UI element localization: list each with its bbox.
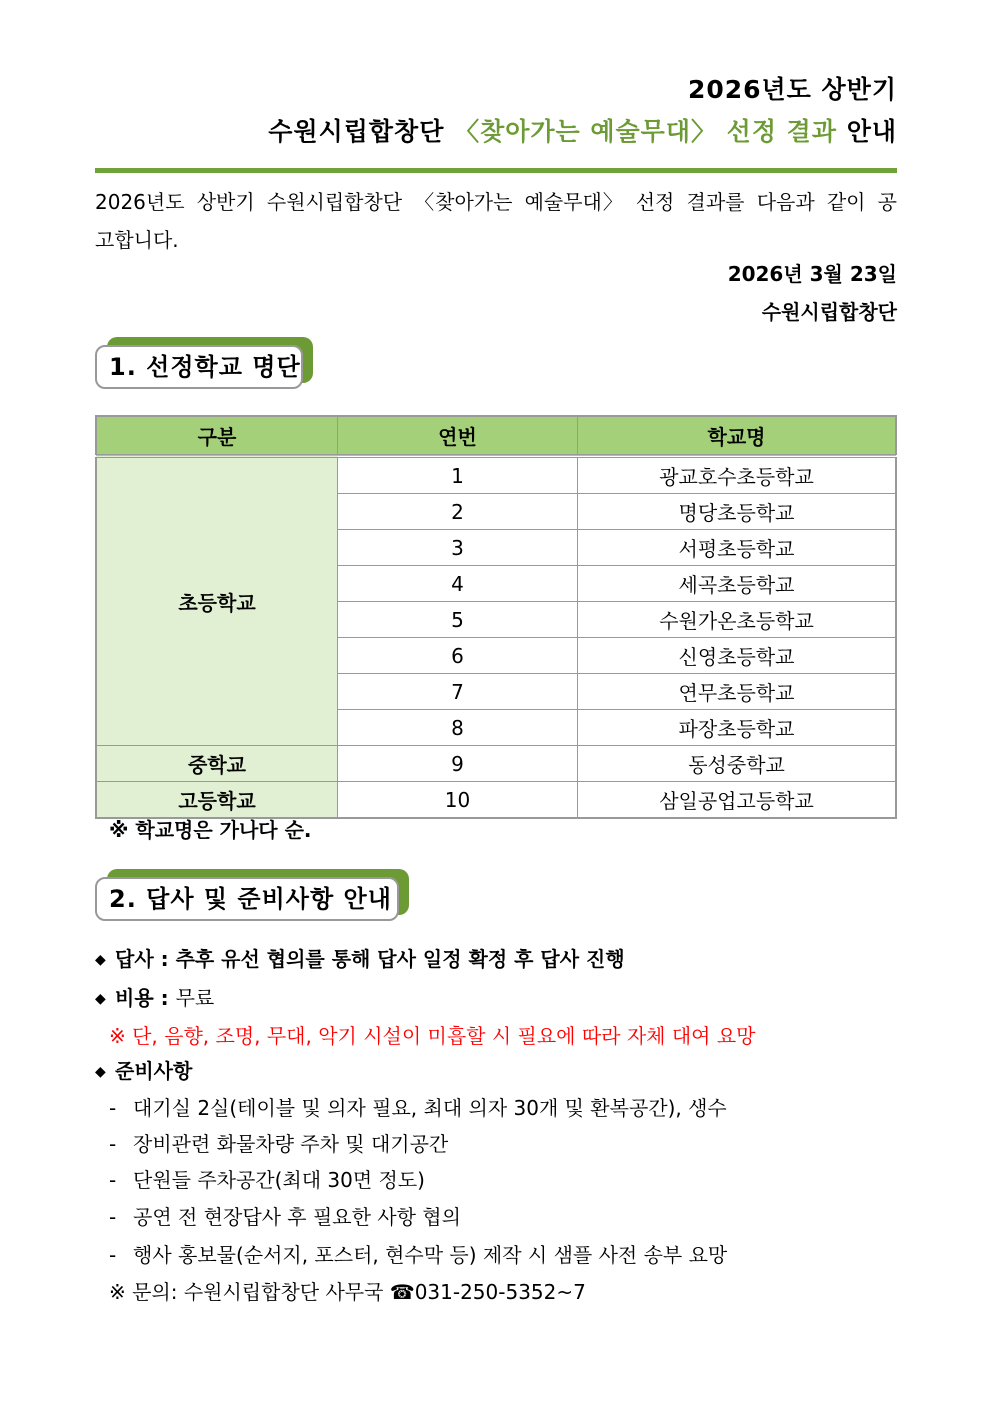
school-name: 신영초등학교 <box>578 638 897 674</box>
title-prefix: 수원시립합창단 <box>268 117 455 146</box>
school-name: 수원가온초등학교 <box>578 602 897 638</box>
bullet-preparation <box>95 1055 192 1084</box>
announcement-date: 2026년 3월 23일 <box>727 262 897 286</box>
contact-info <box>109 1276 586 1305</box>
selected-schools-table <box>95 415 897 819</box>
row-number: 10 <box>338 782 578 819</box>
school-name: 광교호수초등학교 <box>578 456 897 494</box>
school-name: 파장초등학교 <box>578 710 897 746</box>
bullet-cost <box>95 982 214 1011</box>
bullet-label: 답사 : <box>115 947 176 971</box>
diamond-bullet-icon: ◆ <box>95 952 106 968</box>
col-header-school: 학교명 <box>578 416 897 456</box>
row-number: 4 <box>338 566 578 602</box>
equipment-warning: ※ 단, 음향, 조명, 무대, 악기 시설이 미흡할 시 필요에 따라 자체 대여 요망 <box>109 1024 756 1048</box>
bullet-label: 준비사항 <box>115 1059 193 1083</box>
category-high: 고등학교 <box>96 782 338 819</box>
school-name: 명당초등학교 <box>578 494 897 530</box>
diamond-bullet-icon: ◆ <box>95 991 106 1007</box>
alphabetical-order-note: ※ 학교명은 가나다 순. <box>109 818 312 842</box>
row-number: 5 <box>338 602 578 638</box>
row-number: 7 <box>338 674 578 710</box>
intro-paragraph: 2026년도 상반기 수원시립합창단 〈찾아가는 예술무대〉 선정 결과를 다음과 같이 공고합니다. <box>95 190 897 252</box>
category-elementary: 초등학교 <box>96 456 338 746</box>
row-number: 3 <box>338 530 578 566</box>
col-header-category: 구분 <box>96 416 338 456</box>
title-highlight: 〈찾아가는 예술무대〉 선정 결과 <box>454 117 837 146</box>
bullet-site-visit <box>95 943 625 972</box>
doc-title-line2 <box>268 112 897 148</box>
prep-item: - 단원들 주차공간(최대 30면 정도) <box>109 1168 425 1192</box>
table-row <box>96 782 896 819</box>
row-number: 9 <box>338 746 578 782</box>
category-middle: 중학교 <box>96 746 338 782</box>
prep-item: - 공연 전 현장답사 후 필요한 사항 협의 <box>109 1205 461 1229</box>
school-name: 서평초등학교 <box>578 530 897 566</box>
section2-heading <box>95 869 415 923</box>
contact-phone: 031-250-5352~7 <box>414 1280 586 1304</box>
title-divider <box>95 168 897 173</box>
bullet-text: 무료 <box>175 986 215 1010</box>
col-header-number: 연번 <box>338 416 578 456</box>
school-name: 동성중학교 <box>578 746 897 782</box>
school-name: 세곡초등학교 <box>578 566 897 602</box>
row-number: 6 <box>338 638 578 674</box>
prep-item: - 행사 홍보물(순서지, 포스터, 현수막 등) 제작 시 샘플 사전 송부 요망 <box>109 1243 728 1267</box>
prep-item: - 장비관련 화물차량 주차 및 대기공간 <box>109 1132 449 1156</box>
table-row <box>96 746 896 782</box>
contact-prefix: ※ 문의: 수원시립합창단 사무국 <box>109 1280 390 1304</box>
row-number: 1 <box>338 456 578 494</box>
row-number: 2 <box>338 494 578 530</box>
phone-icon: ☎ <box>389 1280 415 1304</box>
diamond-bullet-icon: ◆ <box>95 1064 106 1080</box>
school-name: 연무초등학교 <box>578 674 897 710</box>
section2-heading-label: 2. 답사 및 준비사항 안내 <box>95 877 399 921</box>
bullet-label: 비용 : <box>115 986 176 1010</box>
bullet-text: 추후 유선 협의를 통해 답사 일정 확정 후 답사 진행 <box>175 947 625 971</box>
section1-heading-label: 1. 선정학교 명단 <box>95 345 303 389</box>
section1-heading <box>95 337 315 391</box>
prep-item: - 대기실 2실(테이블 및 의자 필요, 최대 의자 30개 및 환복공간), 생수 <box>109 1096 727 1120</box>
doc-title-line1: 2026년도 상반기 <box>687 75 897 104</box>
table-row <box>96 456 896 494</box>
school-name: 삼일공업고등학교 <box>578 782 897 819</box>
row-number: 8 <box>338 710 578 746</box>
announcement-organization: 수원시립합창단 <box>761 300 897 324</box>
title-suffix: 안내 <box>836 117 897 146</box>
